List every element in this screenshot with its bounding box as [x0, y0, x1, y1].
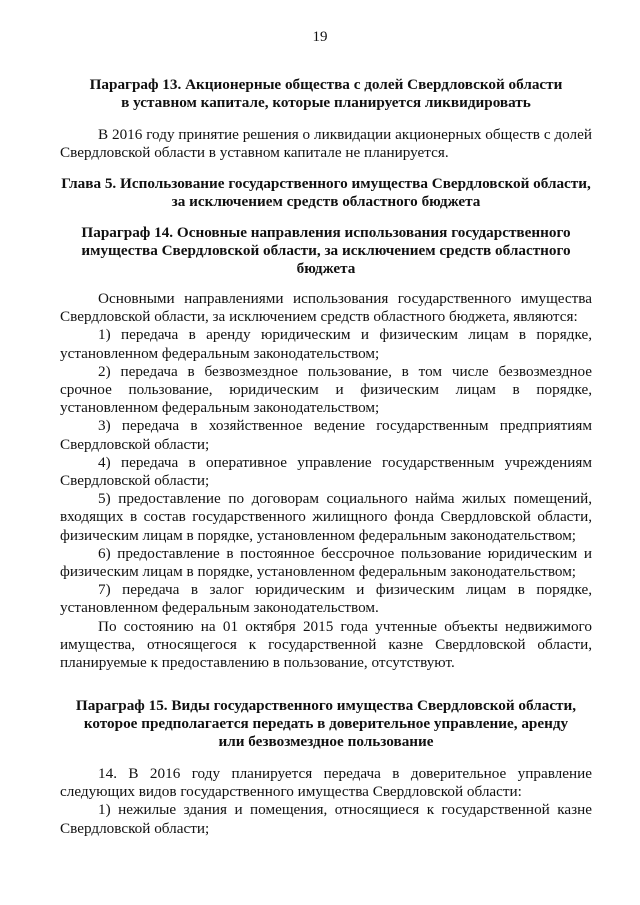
heading-line: Параграф 15. Виды государственного имущества Свердловской области,	[75, 697, 577, 714]
text-line: Свердловской области в уставном капитале не планируется.	[60, 144, 449, 162]
heading-line: Параграф 13. Акционерные общества с долей Свердловской области	[89, 76, 563, 93]
heading-line: бюджета	[296, 260, 356, 277]
page-number: 19	[312, 29, 328, 45]
text-line: В 2016 году принятие решения о ликвидации акционерных обществ с долей	[98, 126, 592, 143]
text-line: установленном федеральным законодательством;	[60, 399, 380, 417]
text-line: имущества, относящегося к государственной казне Свердловской области,	[60, 635, 592, 653]
heading-line: которое предполагается передать в доверительное управление, аренду	[83, 715, 569, 732]
list-item-4: 4) передача в оперативное управление государственным учреждениям	[98, 453, 592, 471]
paragraph-15-body	[60, 765, 592, 838]
text-line: планируемые к предоставлению в пользование, отсутствуют.	[60, 654, 455, 672]
paragraph-14-heading	[60, 224, 592, 278]
list-item-1: 1) нежилые здания и помещения, относящиеся к государственной казне	[98, 801, 592, 819]
text-line: Свердловской области;	[60, 819, 210, 837]
text-line: По состоянию на 01 октября 2015 года учтенные объекты недвижимого	[98, 617, 592, 635]
text-line: установленном федеральным законодательством;	[60, 344, 380, 362]
text-line: физическим лицам в порядке, установленном федеральным законодательством;	[60, 563, 577, 581]
text-line: входящих в состав государственного жилищного фонда Свердловской области,	[60, 508, 592, 526]
heading-line: в уставном капитале, которые планируется ликвидировать	[121, 94, 531, 111]
heading-line: Параграф 14. Основные направления использования государственного	[81, 224, 571, 241]
list-item-3: 3) передача в хозяйственное ведение государственным предприятиям	[98, 417, 592, 435]
paragraph-13-heading	[60, 76, 592, 112]
text-line: Свердловской области, за исключением средств областного бюджета, являются:	[60, 308, 578, 326]
paragraph-15-heading	[60, 697, 592, 751]
text-line: установленном федеральным законодательством.	[60, 599, 379, 617]
text-line: Основными направлениями использования государственного имущества	[98, 290, 592, 307]
list-item-6: 6) предоставление в постоянное бессрочное пользование юридическим и	[98, 544, 592, 562]
heading-line: имущества Свердловской области, за исключением средств областного	[81, 242, 571, 259]
list-item-5: 5) предоставление по договорам социального найма жилых помещений,	[98, 490, 592, 508]
text-line: срочное пользование, юридическим и физическим лицам в порядке,	[60, 381, 592, 399]
text-line: Свердловской области;	[60, 435, 210, 453]
text-line: 14. В 2016 году планируется передача в доверительное управление	[98, 765, 592, 782]
heading-line: Глава 5. Использование государственного имущества Свердловской области,	[61, 175, 591, 192]
list-item-2: 2) передача в безвозмездное пользование, в том числе безвозмездное	[98, 362, 592, 380]
chapter-5-heading	[60, 175, 592, 211]
text-line: следующих видов государственного имущества Свердловской области:	[60, 783, 522, 801]
heading-line: за исключением средств областного бюджета	[171, 193, 481, 210]
heading-line: или безвозмездное пользование	[218, 733, 434, 750]
text-line: Свердловской области;	[60, 472, 210, 490]
paragraph-14-body	[60, 290, 592, 672]
paragraph-13-text	[60, 126, 592, 162]
list-item-7: 7) передача в залог юридическим и физическим лицам в порядке,	[98, 581, 592, 599]
text-line: физическим лицам в порядке, установленном федеральным законодательством;	[60, 526, 577, 544]
list-item-1: 1) передача в аренду юридическим и физическим лицам в порядке,	[98, 326, 592, 344]
